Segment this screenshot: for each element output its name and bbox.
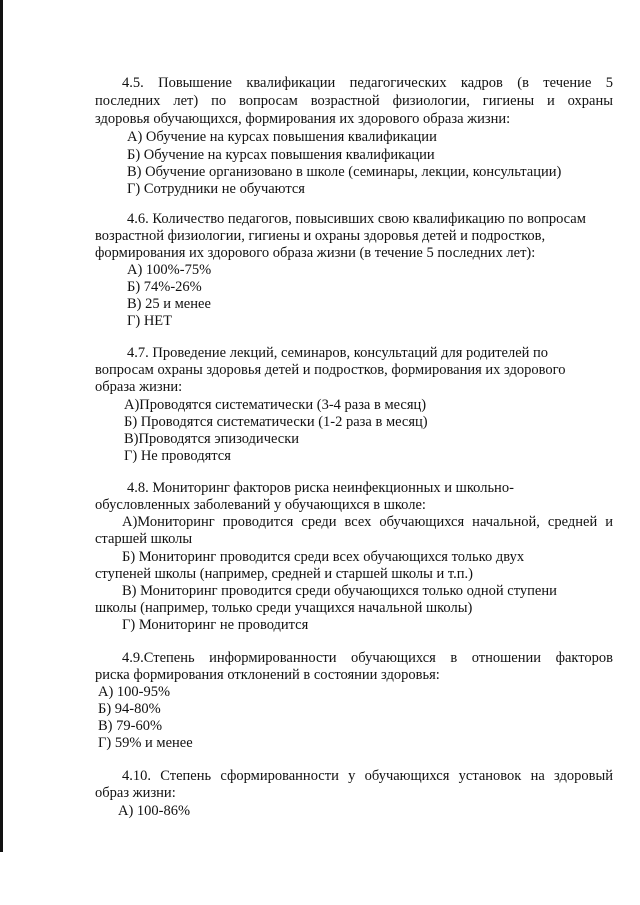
section-4-5-option-b: Б) Обучение на курсах повышения квалификации	[127, 147, 435, 163]
section-4-6-option-c: В) 25 и менее	[127, 296, 211, 312]
section-4-8-option-b-line-2: ступеней школы (например, средней и старшей школы и т.п.)	[95, 566, 473, 582]
section-4-5-line-1: 4.5. Повышение квалификации педагогических кадров (в течение 5	[122, 75, 613, 91]
section-4-5-line-2: последних лет) по вопросам возрастной физиологии, гигиены и охраны	[95, 93, 613, 109]
section-4-7-option-c: В)Проводятся эпизодически	[124, 431, 300, 447]
section-4-7-option-a: А)Проводятся систематически (3-4 раза в месяц)	[124, 397, 427, 413]
section-4-9-line-2: риска формирования отклонений в состоянии здоровья:	[95, 667, 440, 683]
section-4-6-option-d: Г) НЕТ	[127, 313, 173, 329]
section-4-10-line-2: образ жизни:	[95, 785, 176, 801]
section-4-9-option-c: В) 79-60%	[98, 718, 163, 734]
section-4-5-option-c: В) Обучение организовано в школе (семинары, лекции, консультации)	[127, 164, 562, 180]
section-4-10-option-a: А) 100-86%	[118, 803, 191, 819]
section-4-7-line-1: 4.7. Проведение лекций, семинаров, консультаций для родителей по	[127, 345, 549, 361]
scan-edge	[0, 0, 3, 852]
section-4-7-line-2: вопросам охраны здоровья детей и подростков, формирования их здорового	[95, 362, 566, 378]
section-4-8-line-1: 4.8. Мониторинг факторов риска неинфекционных и школьно-	[127, 480, 514, 496]
section-4-8-line-2: обусловленных заболеваний у обучающихся в школе:	[95, 497, 426, 513]
section-4-7-option-b: Б) Проводятся систематически (1-2 раза в месяц)	[124, 414, 428, 430]
section-4-8-option-a-line-2: старшей школы	[95, 531, 193, 547]
section-4-8-option-b-line-1: Б) Мониторинг проводится среди всех обучающихся только двух	[122, 549, 525, 565]
section-4-8-option-c-line-1: В) Мониторинг проводится среди обучающихся только одной ступени	[122, 583, 557, 599]
section-4-5-option-d: Г) Сотрудники не обучаются	[127, 181, 305, 197]
section-4-7-line-3: образа жизни:	[95, 379, 183, 395]
section-4-9-option-b: Б) 94-80%	[98, 701, 161, 717]
section-4-6-line-2: возрастной физиологии, гигиены и охраны здоровья детей и подростков,	[95, 228, 546, 244]
section-4-6-option-b: Б) 74%-26%	[127, 279, 202, 295]
section-4-6-line-3: формирования их здорового образа жизни (в течение 5 последних лет):	[95, 245, 536, 261]
section-4-9-option-d: Г) 59% и менее	[98, 735, 193, 751]
section-4-5-line-3: здоровья обучающихся, формирования их здорового образа жизни:	[95, 111, 511, 127]
section-4-8-option-a-line-1: А)Мониторинг проводится среди всех обучающихся начальной, средней и	[122, 514, 613, 530]
section-4-9-option-a: А) 100-95%	[98, 684, 171, 700]
section-4-8-option-d: Г) Мониторинг не проводится	[122, 617, 309, 633]
section-4-9-line-1: 4.9.Степень информированности обучающихся в отношении факторов	[122, 650, 613, 666]
section-4-5-option-a: А) Обучение на курсах повышения квалификации	[127, 129, 437, 145]
section-4-10-line-1: 4.10. Степень сформированности у обучающихся установок на здоровый	[122, 768, 613, 784]
section-4-6-line-1: 4.6. Количество педагогов, повысивших свою квалификацию по вопросам	[127, 211, 586, 227]
section-4-8-option-c-line-2: школы (например, только среди учащихся начальной школы)	[95, 600, 473, 616]
section-4-6-option-a: А) 100%-75%	[127, 262, 212, 278]
section-4-7-option-d: Г) Не проводятся	[124, 448, 231, 464]
